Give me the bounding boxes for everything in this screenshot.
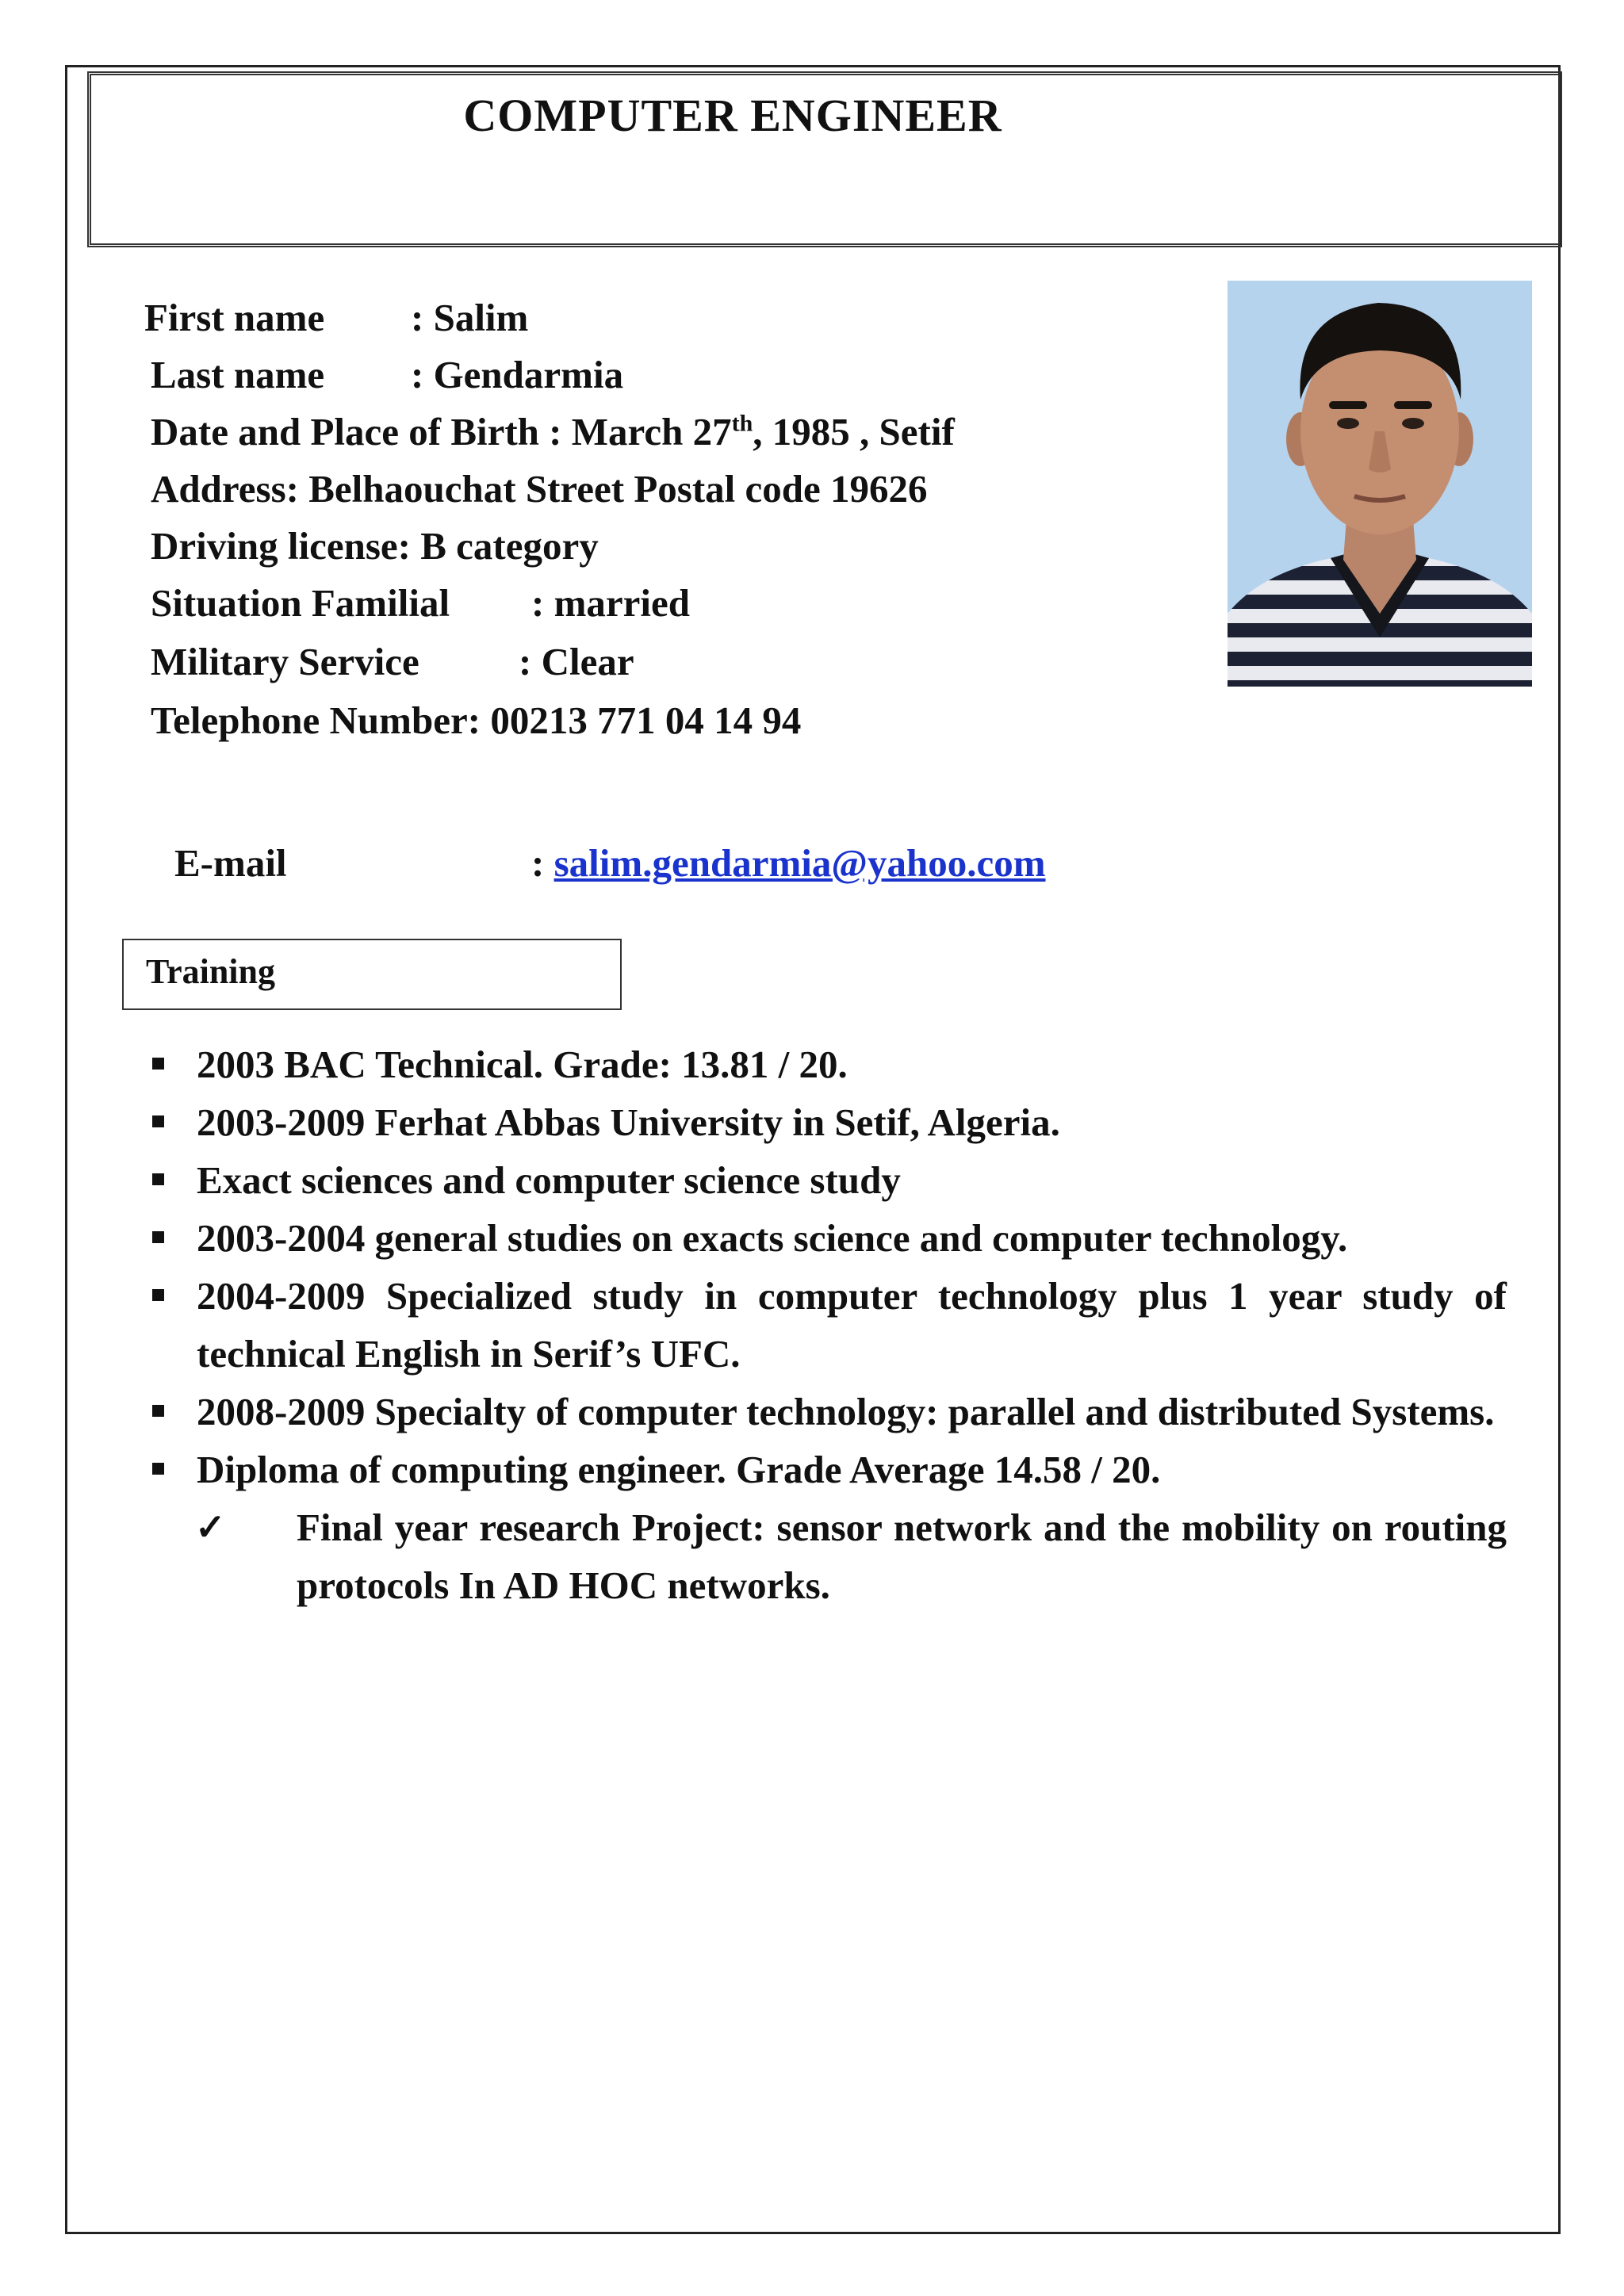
square-bullet-icon xyxy=(152,1289,164,1301)
last-name-value: : Gendarmia xyxy=(411,353,624,396)
last-name-row xyxy=(151,352,624,397)
list-item xyxy=(151,1267,1507,1383)
training-item-text: Exact sciences and computer science study xyxy=(197,1158,901,1202)
email-value-wrap xyxy=(531,840,1046,886)
email-link[interactable]: salim.gendarmia@yahoo.com xyxy=(553,841,1046,885)
list-item xyxy=(151,1441,1507,1498)
list-item xyxy=(151,1383,1507,1441)
military-value: : Clear xyxy=(519,640,634,683)
square-bullet-icon xyxy=(152,1173,164,1185)
square-bullet-icon xyxy=(152,1405,164,1417)
training-heading: Training xyxy=(122,939,622,1010)
training-item-text: 2003-2004 general studies on exacts science and computer technology. xyxy=(197,1216,1348,1260)
birth-superscript: th xyxy=(731,410,753,437)
email-label: E-mail xyxy=(174,841,287,885)
situation-row xyxy=(151,580,690,626)
training-item-text: 2003-2009 Ferhat Abbas University in Setif, Algeria. xyxy=(197,1100,1060,1144)
training-sub-item-text: Final year research Project: sensor network and the mobility on routing protocols In AD HOC networks. xyxy=(297,1506,1507,1607)
telephone-row: Telephone Number: 00213 771 04 14 94 xyxy=(151,698,802,742)
email-row xyxy=(174,840,1046,886)
birth-text: Date and Place of Birth : March 27 xyxy=(151,410,732,453)
first-name-value: : Salim xyxy=(411,296,529,339)
square-bullet-icon xyxy=(152,1231,164,1243)
situation-label: Situation Familial xyxy=(151,581,450,625)
military-label: Military Service xyxy=(151,640,419,683)
square-bullet-icon xyxy=(152,1115,164,1127)
address-row: Address: Belhaouchat Street Postal code 19626 xyxy=(151,467,928,511)
last-name-label: Last name xyxy=(151,353,325,396)
list-item xyxy=(151,1035,1507,1093)
situation-value: : married xyxy=(531,581,690,625)
list-item xyxy=(151,1209,1507,1267)
page-title: COMPUTER ENGINEER xyxy=(463,90,1002,141)
profile-photo xyxy=(1228,281,1532,687)
military-row xyxy=(151,639,634,684)
driving-license-row: Driving license: B category xyxy=(151,524,599,568)
birth-tail: , 1985 , Setif xyxy=(753,410,955,453)
first-name-row xyxy=(144,295,529,340)
list-sub-item xyxy=(151,1498,1507,1614)
training-list xyxy=(151,1035,1507,1614)
square-bullet-icon xyxy=(152,1058,164,1070)
training-item-text: 2004-2009 Specialized study in computer technology plus 1 year study of technical English in Serif’s UFC. xyxy=(197,1274,1507,1376)
checkmark-icon: ✓ xyxy=(195,1507,226,1548)
email-colon: : xyxy=(531,841,545,885)
birth-row xyxy=(151,409,955,454)
training-item-text: 2008-2009 Specialty of computer technology: parallel and distributed Systems. xyxy=(197,1390,1495,1433)
training-item-text: 2003 BAC Technical. Grade: 13.81 / 20. xyxy=(197,1043,848,1086)
list-item xyxy=(151,1151,1507,1209)
first-name-label: First name xyxy=(144,296,325,339)
training-item-text: Diploma of computing engineer. Grade Average 14.58 / 20. xyxy=(197,1448,1161,1491)
list-item xyxy=(151,1093,1507,1151)
square-bullet-icon xyxy=(152,1463,164,1475)
